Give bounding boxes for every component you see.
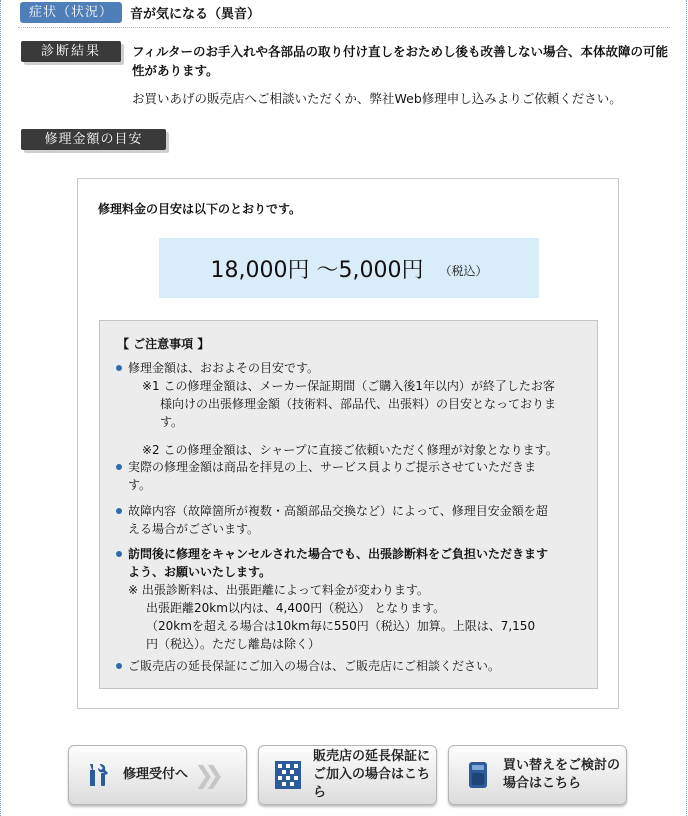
diagnosis-tag: 診断結果 xyxy=(21,41,121,62)
wrench-screwdriver-icon xyxy=(85,760,111,790)
notes-panel xyxy=(99,320,598,689)
symptom-text: 音が気になる（異音） xyxy=(130,6,261,22)
note-item: 訪問後に修理をキャンセルされた場合でも、出張診断料をご負担いただきます よう、お願いいたします。 xyxy=(116,545,586,581)
note-item: ご販売店の延長保証にご加入の場合は、ご販売店にご相談ください。 xyxy=(116,657,586,675)
bullet-icon xyxy=(116,508,122,514)
repair-request-label: 修理受付へ xyxy=(123,767,189,782)
bullet-icon xyxy=(116,663,122,669)
repair-cost-box xyxy=(77,178,619,709)
replacement-button[interactable] xyxy=(448,745,627,805)
divider xyxy=(18,27,670,28)
price-tax-note: （税込） xyxy=(439,263,488,278)
repair-cost-tag: 修理金額の目安 xyxy=(21,129,166,150)
bullet-icon xyxy=(116,365,122,371)
symptom-row xyxy=(20,0,260,24)
repair-request-button[interactable] xyxy=(68,745,247,805)
notes-title: 【 ご注意事項 】 xyxy=(117,337,210,351)
note-item: 実際の修理金額は商品を拝見の上、サービス員よりご提示させていただきま す。 xyxy=(116,458,586,494)
replacement-label: 買い替えをご検討の 場合はこちら xyxy=(503,758,621,791)
symptom-tag: 症状（状況） xyxy=(20,2,122,23)
note-item: 修理金額は、おおよその目安です。 ※1 この修理金額は、メーカー保証期間（ご購入後1年以内）が終了したお客 様向けの出張修理金額（技術料、部品代、出張料）の目安となっておりま す。 ※2 この修理金額は、シャープに直接ご依頼いただく修理が対象となります。 xyxy=(116,359,586,459)
chevron-right-icon: ❯❯ xyxy=(194,761,215,789)
grid-icon xyxy=(275,760,301,790)
price-band xyxy=(159,238,539,298)
appliance-icon xyxy=(465,760,491,790)
note-item: 故障内容（故障箇所が複数・高額部品交換など）によって、修理目安金額を超 える場合がございます。 xyxy=(116,502,586,538)
diagnosis-result: フィルターのお手入れや各部品の取り付け直しをおためし後も改善しない場合、本体故障の可能性があります。 xyxy=(132,44,669,78)
price-range: 18,000円 〜5,000円 xyxy=(210,257,424,283)
extended-warranty-button[interactable] xyxy=(258,745,437,805)
bullet-icon xyxy=(116,464,122,470)
bullet-icon xyxy=(116,551,122,557)
extended-warranty-label: 販売店の延長保証に ご加入の場合はこちら xyxy=(313,749,431,800)
diagnosis-advice: お買いあげの販売店へご相談いただくか、弊社Web修理申し込みよりご依頼ください。 xyxy=(132,91,622,106)
note-subitem: ※ 出張診断料は、出張距離によって料金が変わります。 出張距離20km以内は、4,400円（税込） となります。 （20kmを超える場合は10km毎に550円（税込）加算。上限は、7,150 円（税込）。ただし離島は除く） xyxy=(128,583,536,651)
cost-intro: 修理料金の目安は以下のとおりです。 xyxy=(98,202,302,216)
